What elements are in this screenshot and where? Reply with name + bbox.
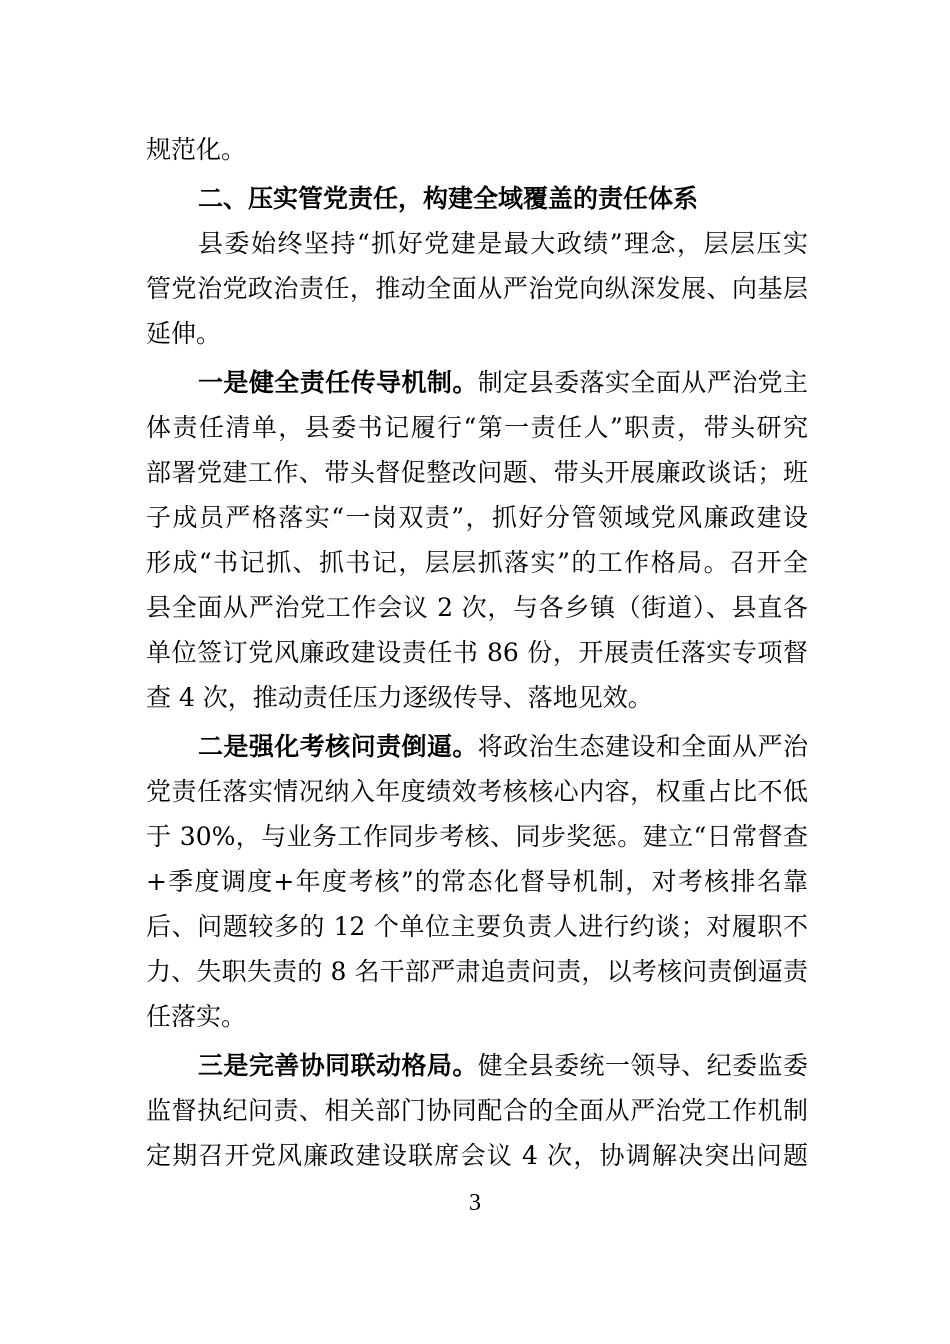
section-heading: 二、压实管党责任，构建全域覆盖的责任体系 [198, 184, 699, 213]
paragraph-line: 县全面从严治党工作会议 2 次，与各乡镇（街道）、县直各 [146, 593, 808, 622]
paragraph-line: 延伸。 [146, 319, 222, 348]
paragraph-line: 力、失职失责的 8 名干部严肃追责问责，以考核问责倒逼责 [146, 957, 808, 986]
document-body [146, 127, 808, 1178]
point-2-lead: 二是强化考核问责倒逼。 [198, 732, 478, 761]
page-number: 3 [469, 1190, 481, 1216]
point-2-first-rest: 将政治生态建设和全面从严治 [477, 732, 808, 761]
paragraph-line: 子成员严格落实“一岗双责”，抓好分管领域党风廉政建设 [146, 503, 808, 532]
carry-over-line: 规范化。 [146, 135, 247, 164]
paragraph-line: 监督执纪问责、相关部门协同配合的全面从严治党工作机制 [146, 1096, 808, 1125]
paragraph-line: 形成“书记抓、抓书记，层层抓落实”的工作格局。召开全 [146, 548, 808, 577]
paragraph-line: 管党治党政治责任，推动全面从严治党向纵深发展、向基层 [146, 274, 808, 303]
paragraph-line: 于 30%，与业务工作同步考核、同步奖惩。建立“日常督查 [146, 822, 808, 851]
paragraph-line: 任落实。 [146, 1002, 247, 1031]
paragraph-line: 定期召开党风廉政建设联席会议 4 次，协调解决突出问题 [146, 1141, 808, 1170]
paragraph-line: 县委始终坚持“抓好党建是最大政绩”理念，层层压实 [198, 229, 808, 258]
paragraph-line: 后、问题较多的 12 个单位主要负责人进行约谈；对履职不 [146, 912, 808, 941]
paragraph-first-line [146, 724, 808, 769]
point-3-paragraph [146, 1043, 808, 1178]
paragraph-line: +季度调度+年度考核”的常态化督导机制，对考核排名靠 [146, 867, 808, 896]
point-2-paragraph [146, 724, 808, 1039]
point-1-first-rest: 制定县委落实全面从严治党主 [477, 368, 808, 397]
paragraph-line: 体责任清单，县委书记履行“第一责任人”职责，带头研究 [146, 413, 808, 442]
paragraph-first-line [146, 1043, 808, 1088]
paragraph-line: 部署党建工作、带头督促整改问题、带头开展廉政谈话；班 [146, 458, 808, 487]
paragraph-line: 单位签订党风廉政建设责任书 86 份，开展责任落实专项督 [146, 638, 808, 667]
paragraph-line: 查 4 次，推动责任压力逐级传导、落地见效。 [146, 683, 653, 712]
point-3-first-rest: 健全县委统一领导、纪委监委 [477, 1051, 808, 1080]
point-1-lead: 一是健全责任传导机制。 [198, 368, 478, 397]
intro-paragraph [146, 221, 808, 356]
point-3-lead: 三是完善协同联动格局。 [198, 1051, 478, 1080]
paragraph-first-line [146, 360, 808, 405]
point-1-paragraph [146, 360, 808, 720]
paragraph-line: 党责任落实情况纳入年度绩效考核核心内容，权重占比不低 [146, 777, 808, 806]
